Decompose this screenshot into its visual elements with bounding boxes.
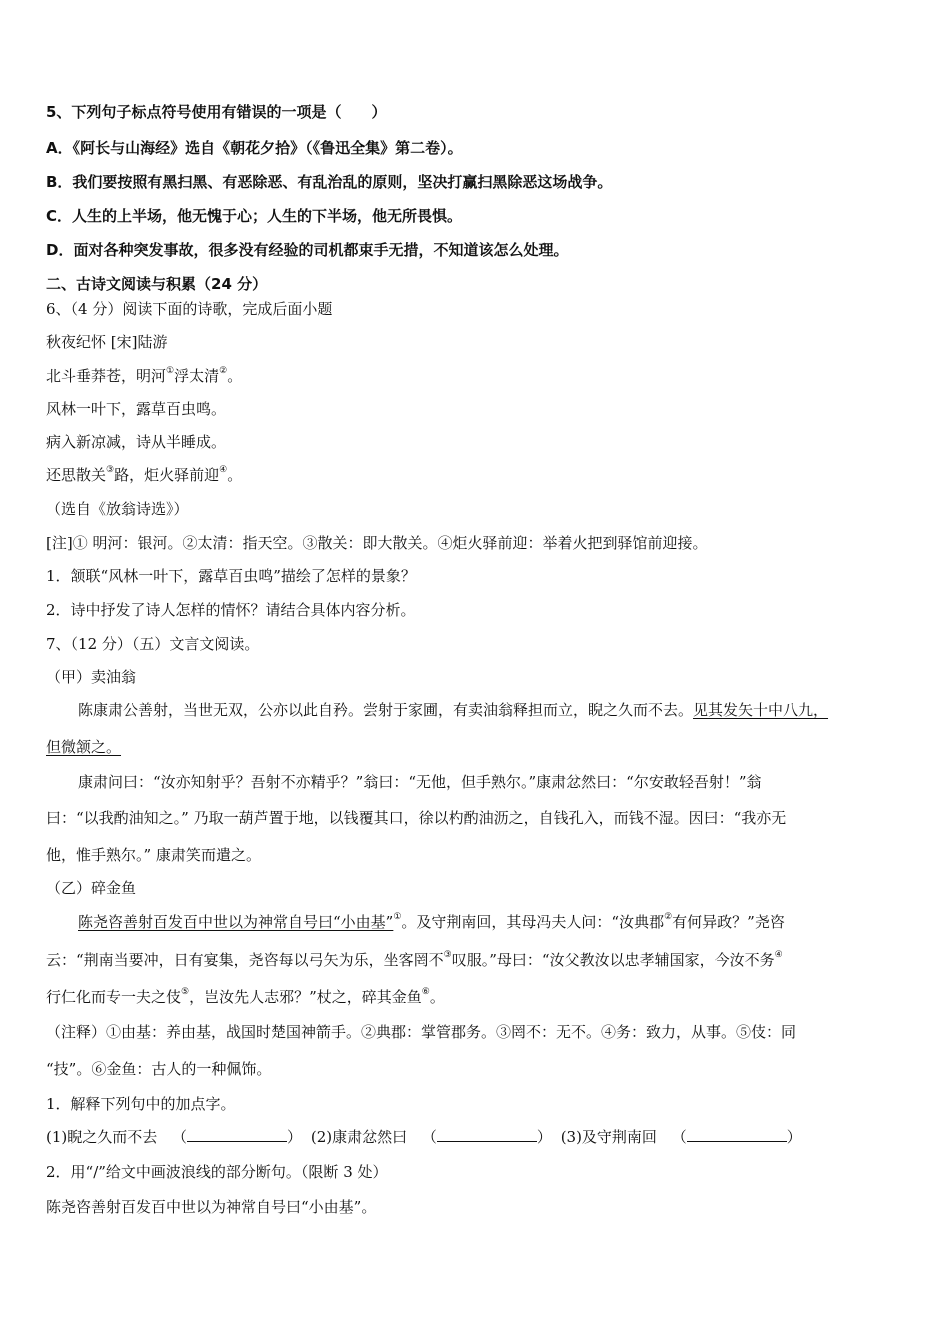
poem-line-4 bbox=[46, 465, 242, 485]
footnote-mark: ② bbox=[664, 912, 673, 922]
blank-2-open: （ bbox=[421, 1128, 437, 1146]
footnote-mark: ⑥ bbox=[421, 987, 430, 997]
q5-option-b: B．我们要按照有黑扫黑、有恶除恶、有乱治乱的原则，坚决打赢扫黑除恶这场战争。 bbox=[46, 173, 613, 191]
passage-yi-line1-b: 。及守荆南回，其母冯夫人问：“汝典郡 bbox=[401, 913, 665, 931]
passage-yi-line3-a: 行仁化而专一夫之伎 bbox=[46, 988, 182, 1006]
blank-1-label: (1)睨之久而不去 bbox=[46, 1128, 158, 1146]
q6-sub-2: 2．诗中抒发了诗人怎样的情怀？请结合具体内容分析。 bbox=[46, 601, 416, 619]
footnote-mark: ① bbox=[166, 366, 175, 376]
q6-sub-1: 1．颔联“风林一叶下，露草百虫鸣”描绘了怎样的景象？ bbox=[46, 567, 416, 585]
footnote-mark: ⑤ bbox=[181, 987, 190, 997]
passage-jia-p2-line2: 曰：“以我酌油知之。” 乃取一葫芦置于地，以钱覆其口，徐以杓酌油沥之，自钱孔入，而钱不湿。因曰：“我亦无 bbox=[46, 809, 787, 827]
passage-jia-p2-line1: 康肃问曰：“汝亦知射乎？吾射不亦精乎？”翁曰：“无他，但手熟尔。”康肃忿然曰：“尔安敢轻吾射！”翁 bbox=[78, 773, 762, 791]
passage-jia-p1-line1 bbox=[78, 700, 828, 720]
poem-line-1 bbox=[46, 366, 242, 386]
blank-1-close: ） bbox=[287, 1128, 303, 1146]
poem-line-1-c: 。 bbox=[227, 367, 243, 385]
passage-yi-line2 bbox=[46, 950, 783, 970]
wavy-underlined-sentence: 陈尧咨善射百发百中世以为神常自号曰“小由基” bbox=[78, 913, 394, 931]
poem-line-4-b: 路，炬火驿前迎 bbox=[114, 466, 220, 484]
footnote-mark: ① bbox=[393, 912, 402, 922]
section-heading: 二、古诗文阅读与积累（24 分） bbox=[46, 275, 268, 293]
underlined-sentence: 见其发矢十中八九， bbox=[693, 701, 829, 719]
blanks-row bbox=[46, 1127, 802, 1147]
poem-line-4-a: 还思散关 bbox=[46, 466, 107, 484]
q5-option-c: C．人生的上半场，他无愧于心；人生的下半场，他无所畏惧。 bbox=[46, 207, 463, 225]
poem-line-1-a: 北斗垂莽苍，明河 bbox=[46, 367, 167, 385]
poem-line-1-b: 浮太清 bbox=[174, 367, 220, 385]
passage-jia-title: （甲）卖油翁 bbox=[46, 668, 137, 686]
answer-blank-1[interactable] bbox=[187, 1127, 287, 1142]
q6-stem: 6、（4 分）阅读下面的诗歌，完成后面小题 bbox=[46, 300, 333, 318]
q5-option-d: D．面对各种突发事故，很多没有经验的司机都束手无措，不知道该怎么处理。 bbox=[46, 241, 569, 259]
footnote-mark: ② bbox=[219, 366, 228, 376]
passage-jia-p2-line3: 他，惟手熟尔。” 康肃笑而遣之。 bbox=[46, 846, 261, 864]
q7-stem: 7、（12 分）（五）文言文阅读。 bbox=[46, 635, 260, 653]
q5-option-a: A．《阿长与山海经》选自《朝花夕拾》（《鲁迅全集》第二卷）。 bbox=[46, 139, 463, 157]
poem-line-3: 病入新凉减，诗从半睡成。 bbox=[46, 433, 227, 451]
poem-source: （选自《放翁诗选》） bbox=[46, 500, 189, 518]
poem-title: 秋夜纪怀 [宋]陆游 bbox=[46, 333, 168, 351]
blank-3-label: (3)及守荆南回 bbox=[560, 1128, 657, 1146]
passage-yi-line3 bbox=[46, 987, 445, 1007]
passage-yi-line3-c: 。 bbox=[429, 988, 445, 1006]
passage-yi-title: （乙）碎金鱼 bbox=[46, 879, 137, 897]
q7-sub-2: 2．用“/”给文中画波浪线的部分断句。（限断 3 处） bbox=[46, 1163, 388, 1181]
poem-line-4-c: 。 bbox=[227, 466, 243, 484]
blank-1-open: （ bbox=[172, 1128, 188, 1146]
q5-stem: 5、下列句子标点符号使用有错误的一项是（ ） bbox=[46, 103, 387, 121]
blank-2-close: ） bbox=[536, 1128, 552, 1146]
passage-yi-line2-a: 云：“荆南当要冲，日有宴集，尧咨每以弓矢为乐，坐客罔不 bbox=[46, 951, 444, 969]
footnote-mark: ③ bbox=[106, 465, 115, 475]
footnote-mark: ④ bbox=[219, 465, 228, 475]
footnote-mark: ④ bbox=[774, 950, 783, 960]
poem-line-2: 风林一叶下，露草百虫鸣。 bbox=[46, 400, 227, 418]
passage-notes-line1: （注释）①由基：养由基，战国时楚国神箭手。②典郡：掌管郡务。③罔不：无不。④务：致力，从事。⑤伎：同 bbox=[46, 1023, 797, 1041]
q7-sub-2-text: 陈尧咨善射百发百中世以为神常自号曰“小由基”。 bbox=[46, 1198, 377, 1216]
blank-2-label: (2)康肃忿然曰 bbox=[310, 1128, 408, 1146]
passage-jia-p1-a: 陈康肃公善射，当世无双，公亦以此自矜。尝射于家圃，有卖油翁释担而立，睨之久而不去。 bbox=[78, 701, 694, 719]
answer-blank-2[interactable] bbox=[437, 1127, 537, 1142]
passage-yi-line3-b: ，岂汝先人志邪？”杖之，碎其金鱼 bbox=[189, 988, 422, 1006]
passage-yi-line2-b: 叹服。”母曰：“汝父教汝以忠孝辅国家，今汝不务 bbox=[451, 951, 775, 969]
q7-sub-1: 1．解释下列句中的加点字。 bbox=[46, 1095, 236, 1113]
poem-notes: [注]① 明河：银河。②太清：指天空。③散关：即大散关。④炬火驿前迎：举着火把到驿馆前迎接。 bbox=[46, 534, 708, 552]
answer-blank-3[interactable] bbox=[687, 1127, 787, 1142]
passage-yi-line1-c: 有何异政？”尧咨 bbox=[672, 913, 785, 931]
passage-jia-p1-line2 bbox=[46, 737, 121, 757]
underlined-sentence-cont: 但微颔之。 bbox=[46, 738, 122, 756]
footnote-mark: ③ bbox=[443, 950, 452, 960]
passage-yi-line1 bbox=[78, 912, 785, 932]
blank-3-open: （ bbox=[671, 1128, 687, 1146]
blank-3-close: ） bbox=[786, 1128, 802, 1146]
passage-notes-line2: “技”。⑥金鱼：古人的一种佩饰。 bbox=[46, 1060, 272, 1078]
